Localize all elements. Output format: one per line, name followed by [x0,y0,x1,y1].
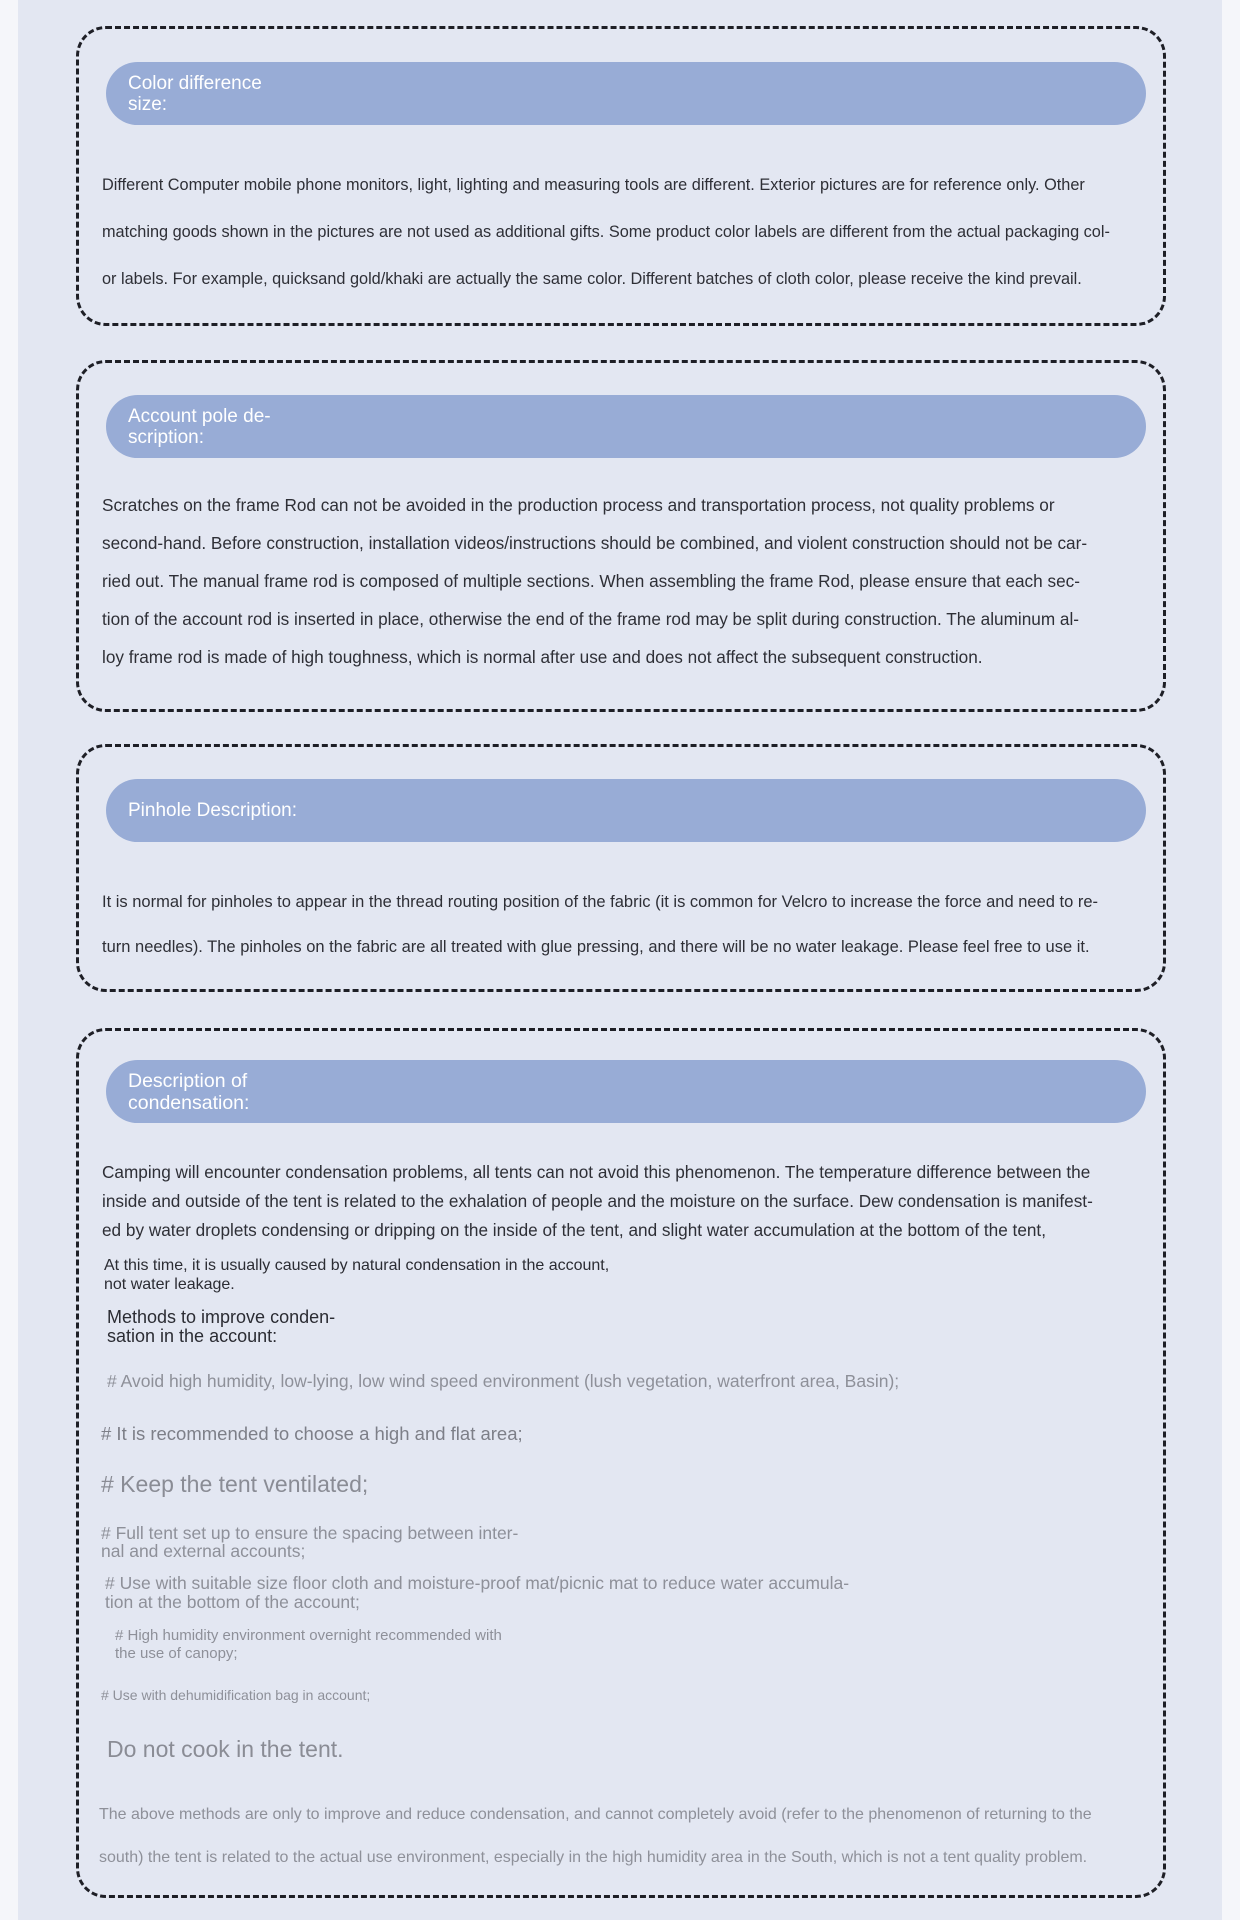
text-line: turn needles). The pinholes on the fabric are all treated with glue pressing, and there will be no water leakage. Please feel free to use it. [102,938,1090,956]
text-line: matching goods shown in the pictures are not used as additional gifts. Some product color labels are different from the actual packaging col- [102,223,1110,241]
pinhole-card [76,744,1166,992]
text-line: At this time, it is usually caused by natural condensation in the account, [104,1257,610,1274]
product-notes-page [18,0,1222,1920]
heading-line: size: [128,93,168,115]
text-line: inside and outside of the tent is related to the exhalation of people and the moisture on the surface. Dew condensation is manifest- [102,1191,1093,1211]
account-pole-heading [106,395,1146,458]
text-line: # It is recommended to choose a high and flat area; [101,1423,523,1444]
text-line: not water leakage. [104,1276,235,1293]
text-line: or labels. For example, quicksand gold/khaki are actually the same color. Different batches of cloth color, please receive the kind prevail. [102,270,1082,288]
text-line: # Use with suitable size floor cloth and moisture-proof mat/picnic mat to reduce water accumula- [105,1573,850,1593]
text-line: # High humidity environment overnight recommended with [115,1627,502,1644]
text-line: Do not cook in the tent. [107,1736,344,1762]
text-line: Scratches on the frame Rod can not be avoided in the production process and transportation process, not quality problems or [102,495,1055,515]
account-pole-card [76,360,1166,712]
text-line: sation in the account: [107,1326,278,1346]
condensation-card [76,1028,1166,1898]
text-line: nal and external accounts; [101,1541,306,1561]
text-line: Different Computer mobile phone monitors, light, lighting and measuring tools are different. Exterior pictures are for reference only. Other [102,176,1085,194]
heading-line: scription: [128,426,205,448]
method-item [101,1423,523,1445]
text-line: south) the tent is related to the actual use environment, especially in the high humidity area in the South, which is not a tent quality problem. [99,1849,1088,1866]
text-line: The above methods are only to improve and reduce condensation, and cannot completely avoid (refer to the phenomenon of returning to the [99,1806,1092,1823]
heading-line: Account pole de- [128,405,271,427]
method-item [101,1687,370,1703]
text-line: # Use with dehumidification bag in account; [101,1687,371,1703]
text-line: Methods to improve conden- [107,1307,336,1327]
heading-line: Description of [128,1069,248,1092]
account-pole-text [102,486,1147,676]
text-line: tion of the account rod is inserted in place, otherwise the end of the frame rod may be split during construction. The aluminum al- [102,609,1080,629]
text-line: # Keep the tent ventilated; [101,1471,369,1497]
pinhole-text [102,880,1147,970]
text-line: second-hand. Before construction, installation videos/instructions should be combined, and violent construction should not be car- [102,533,1088,553]
text-line: the use of canopy; [115,1645,238,1662]
text-line: # Avoid high humidity, low-lying, low wind speed environment (lush vegetation, waterfront area, Basin); [107,1371,900,1391]
condensation-heading [106,1060,1146,1123]
heading-line: Pinhole Description: [128,800,297,821]
color-difference-heading [106,62,1146,125]
text-line: Camping will encounter condensation problems, all tents can not avoid this phenomenon. The temperature difference between the [102,1162,1091,1182]
text-line: It is normal for pinholes to appear in the thread routing position of the fabric (it is common for Velcro to increase the force and need to re- [102,893,1099,911]
heading-line: Color difference [128,72,262,94]
text-line: # Full tent set up to ensure the spacing between inter- [101,1523,519,1543]
pinhole-heading [106,779,1146,842]
text-line: loy frame rod is made of high toughness, which is normal after use and does not affect the subsequent construction. [102,647,983,667]
method-item [115,1627,502,1663]
text-line: ed by water droplets condensing or dripping on the inside of the tent, and slight water accumulation at the bottom of the tent, [102,1220,1046,1240]
method-item [107,1736,344,1763]
methods-title [107,1308,335,1346]
method-item [107,1371,899,1392]
text-line: tion at the bottom of the account; [105,1592,360,1612]
condensation-text [102,1158,1147,1245]
color-difference-card [76,26,1166,326]
text-line: ried out. The manual frame rod is composed of multiple sections. When assembling the frame Rod, please ensure that each sec- [102,571,1080,591]
condensation-cause [104,1256,609,1294]
method-item [101,1524,518,1560]
method-item [105,1574,849,1612]
condensation-closing [99,1793,1144,1879]
color-difference-text [102,162,1147,303]
method-item [101,1471,368,1498]
heading-line: condensation: [128,1091,250,1114]
